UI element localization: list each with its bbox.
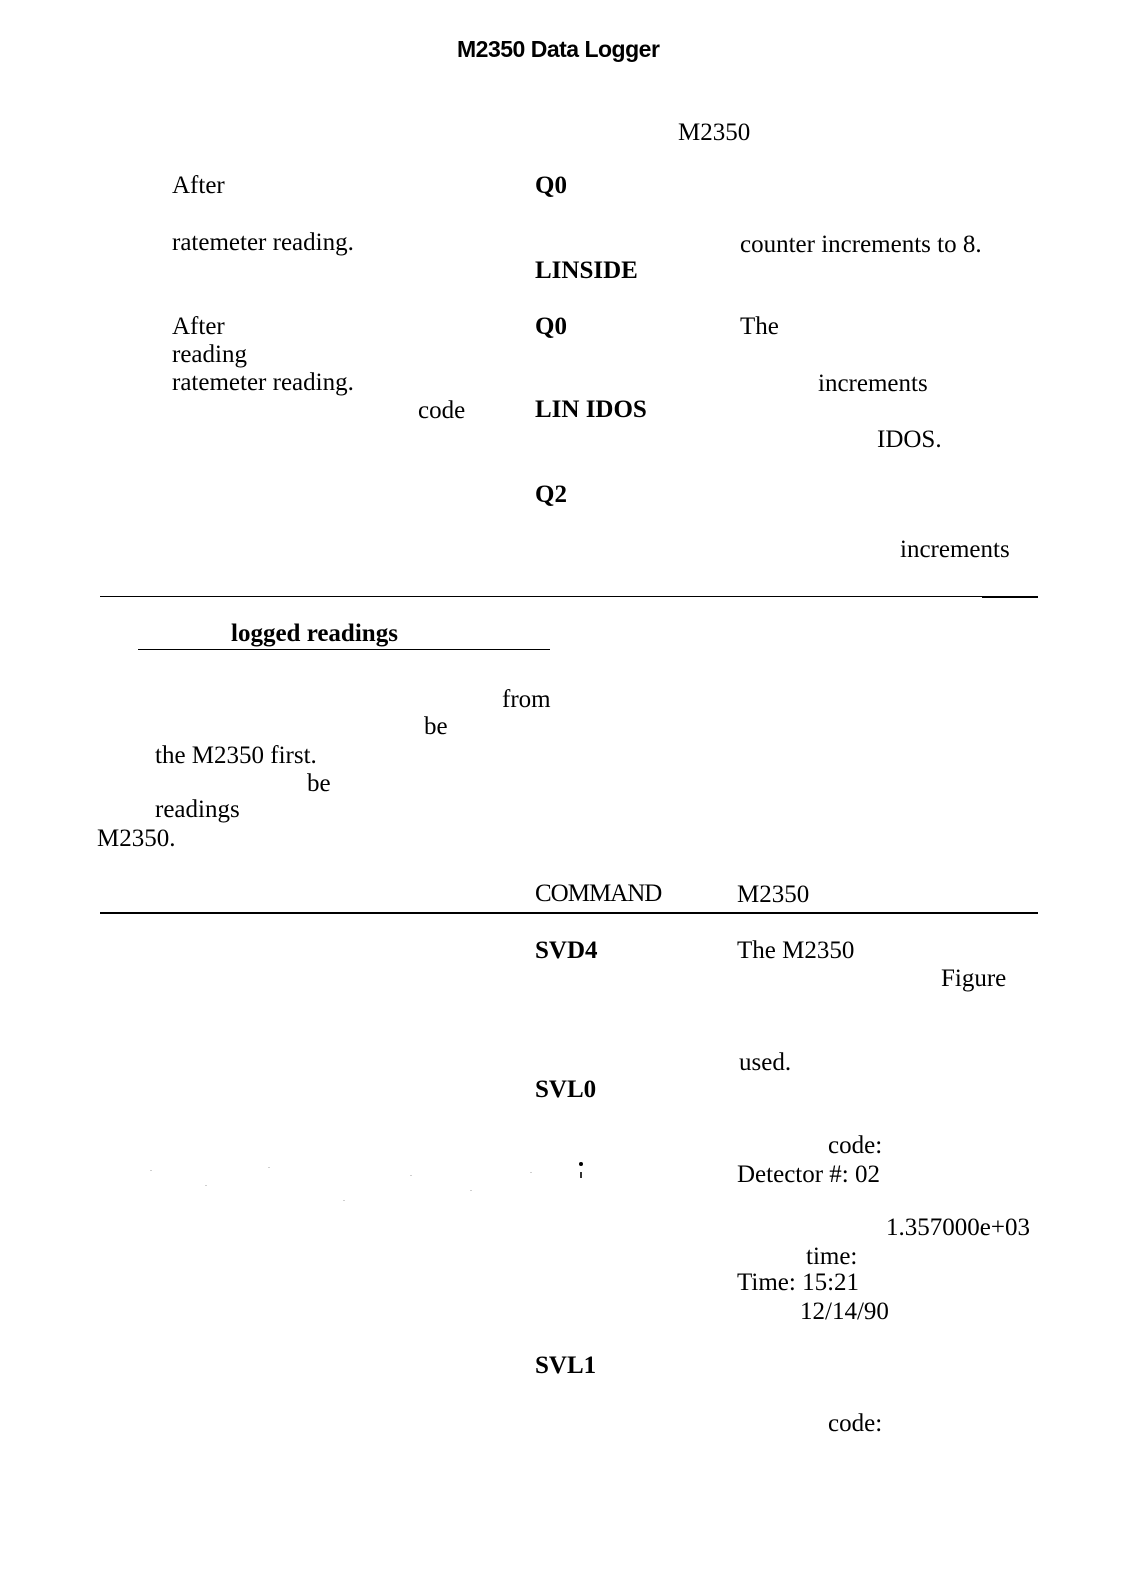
scan-speck: [150, 1170, 152, 1171]
section-heading: logged readings: [231, 620, 398, 647]
table-command: SVD4: [535, 937, 598, 964]
table-header-rule: [100, 912, 1038, 914]
table-response-line: 12/14/90: [800, 1298, 889, 1325]
scan-artifact-mark: [579, 1162, 583, 1166]
scan-speck: [410, 1175, 412, 1176]
table-response-line: Detector #: 02: [737, 1161, 881, 1188]
row-left-text: code: [418, 397, 466, 424]
scan-artifact-mark: [580, 1172, 582, 1178]
row-left-text: ratemeter reading.: [172, 369, 354, 396]
scan-speck: [343, 1200, 345, 1201]
scan-speck: [205, 1185, 207, 1186]
scan-speck: [470, 1190, 472, 1191]
table-command: SVL1: [535, 1352, 597, 1379]
scan-speck: [268, 1167, 270, 1168]
table-header-response: M2350: [737, 881, 810, 908]
paragraph-fragment: from: [502, 686, 551, 713]
scan-speck: [530, 1172, 532, 1173]
command-code: LIN IDOS: [535, 396, 647, 423]
row-response-text: IDOS.: [877, 426, 942, 453]
table-response-line: The M2350: [737, 937, 855, 964]
row-left-text: ratemeter reading.: [172, 229, 354, 256]
table-response-line: time:: [806, 1243, 858, 1270]
table-response-line: used.: [739, 1049, 792, 1076]
table-response-line: Figure: [941, 965, 1007, 992]
table-response-line: code:: [828, 1410, 883, 1437]
row-response-text: The: [740, 313, 779, 340]
intro-fragment: M2350: [678, 119, 751, 146]
paragraph-fragment: the M2350 first.: [155, 742, 317, 769]
row-response-text: increments: [900, 536, 1010, 563]
command-code: Q0: [535, 172, 567, 199]
row-left-text: After: [172, 172, 225, 199]
command-code: Q2: [535, 481, 567, 508]
row-left-text: reading: [172, 341, 247, 368]
paragraph-fragment: M2350.: [97, 825, 176, 852]
paragraph-fragment: be: [307, 770, 331, 797]
section-divider: [100, 596, 1006, 597]
page-title: M2350 Data Logger: [457, 36, 660, 62]
paragraph-fragment: readings: [155, 796, 240, 823]
command-code: Q0: [535, 313, 567, 340]
table-command: SVL0: [535, 1076, 597, 1103]
paragraph-fragment: be: [424, 713, 448, 740]
row-left-text: After: [172, 313, 225, 340]
table-response-line: code:: [828, 1132, 883, 1159]
command-code: LINSIDE: [535, 257, 638, 284]
row-response-text: counter increments to 8.: [740, 231, 982, 258]
row-response-text: increments: [818, 370, 928, 397]
table-header-command: COMMAND: [535, 880, 662, 907]
table-response-line: Time: 15:21: [737, 1269, 860, 1296]
table-response-line: 1.357000e+03: [886, 1214, 1030, 1241]
section-divider-tail: [982, 596, 1038, 598]
heading-underline: [138, 649, 550, 650]
